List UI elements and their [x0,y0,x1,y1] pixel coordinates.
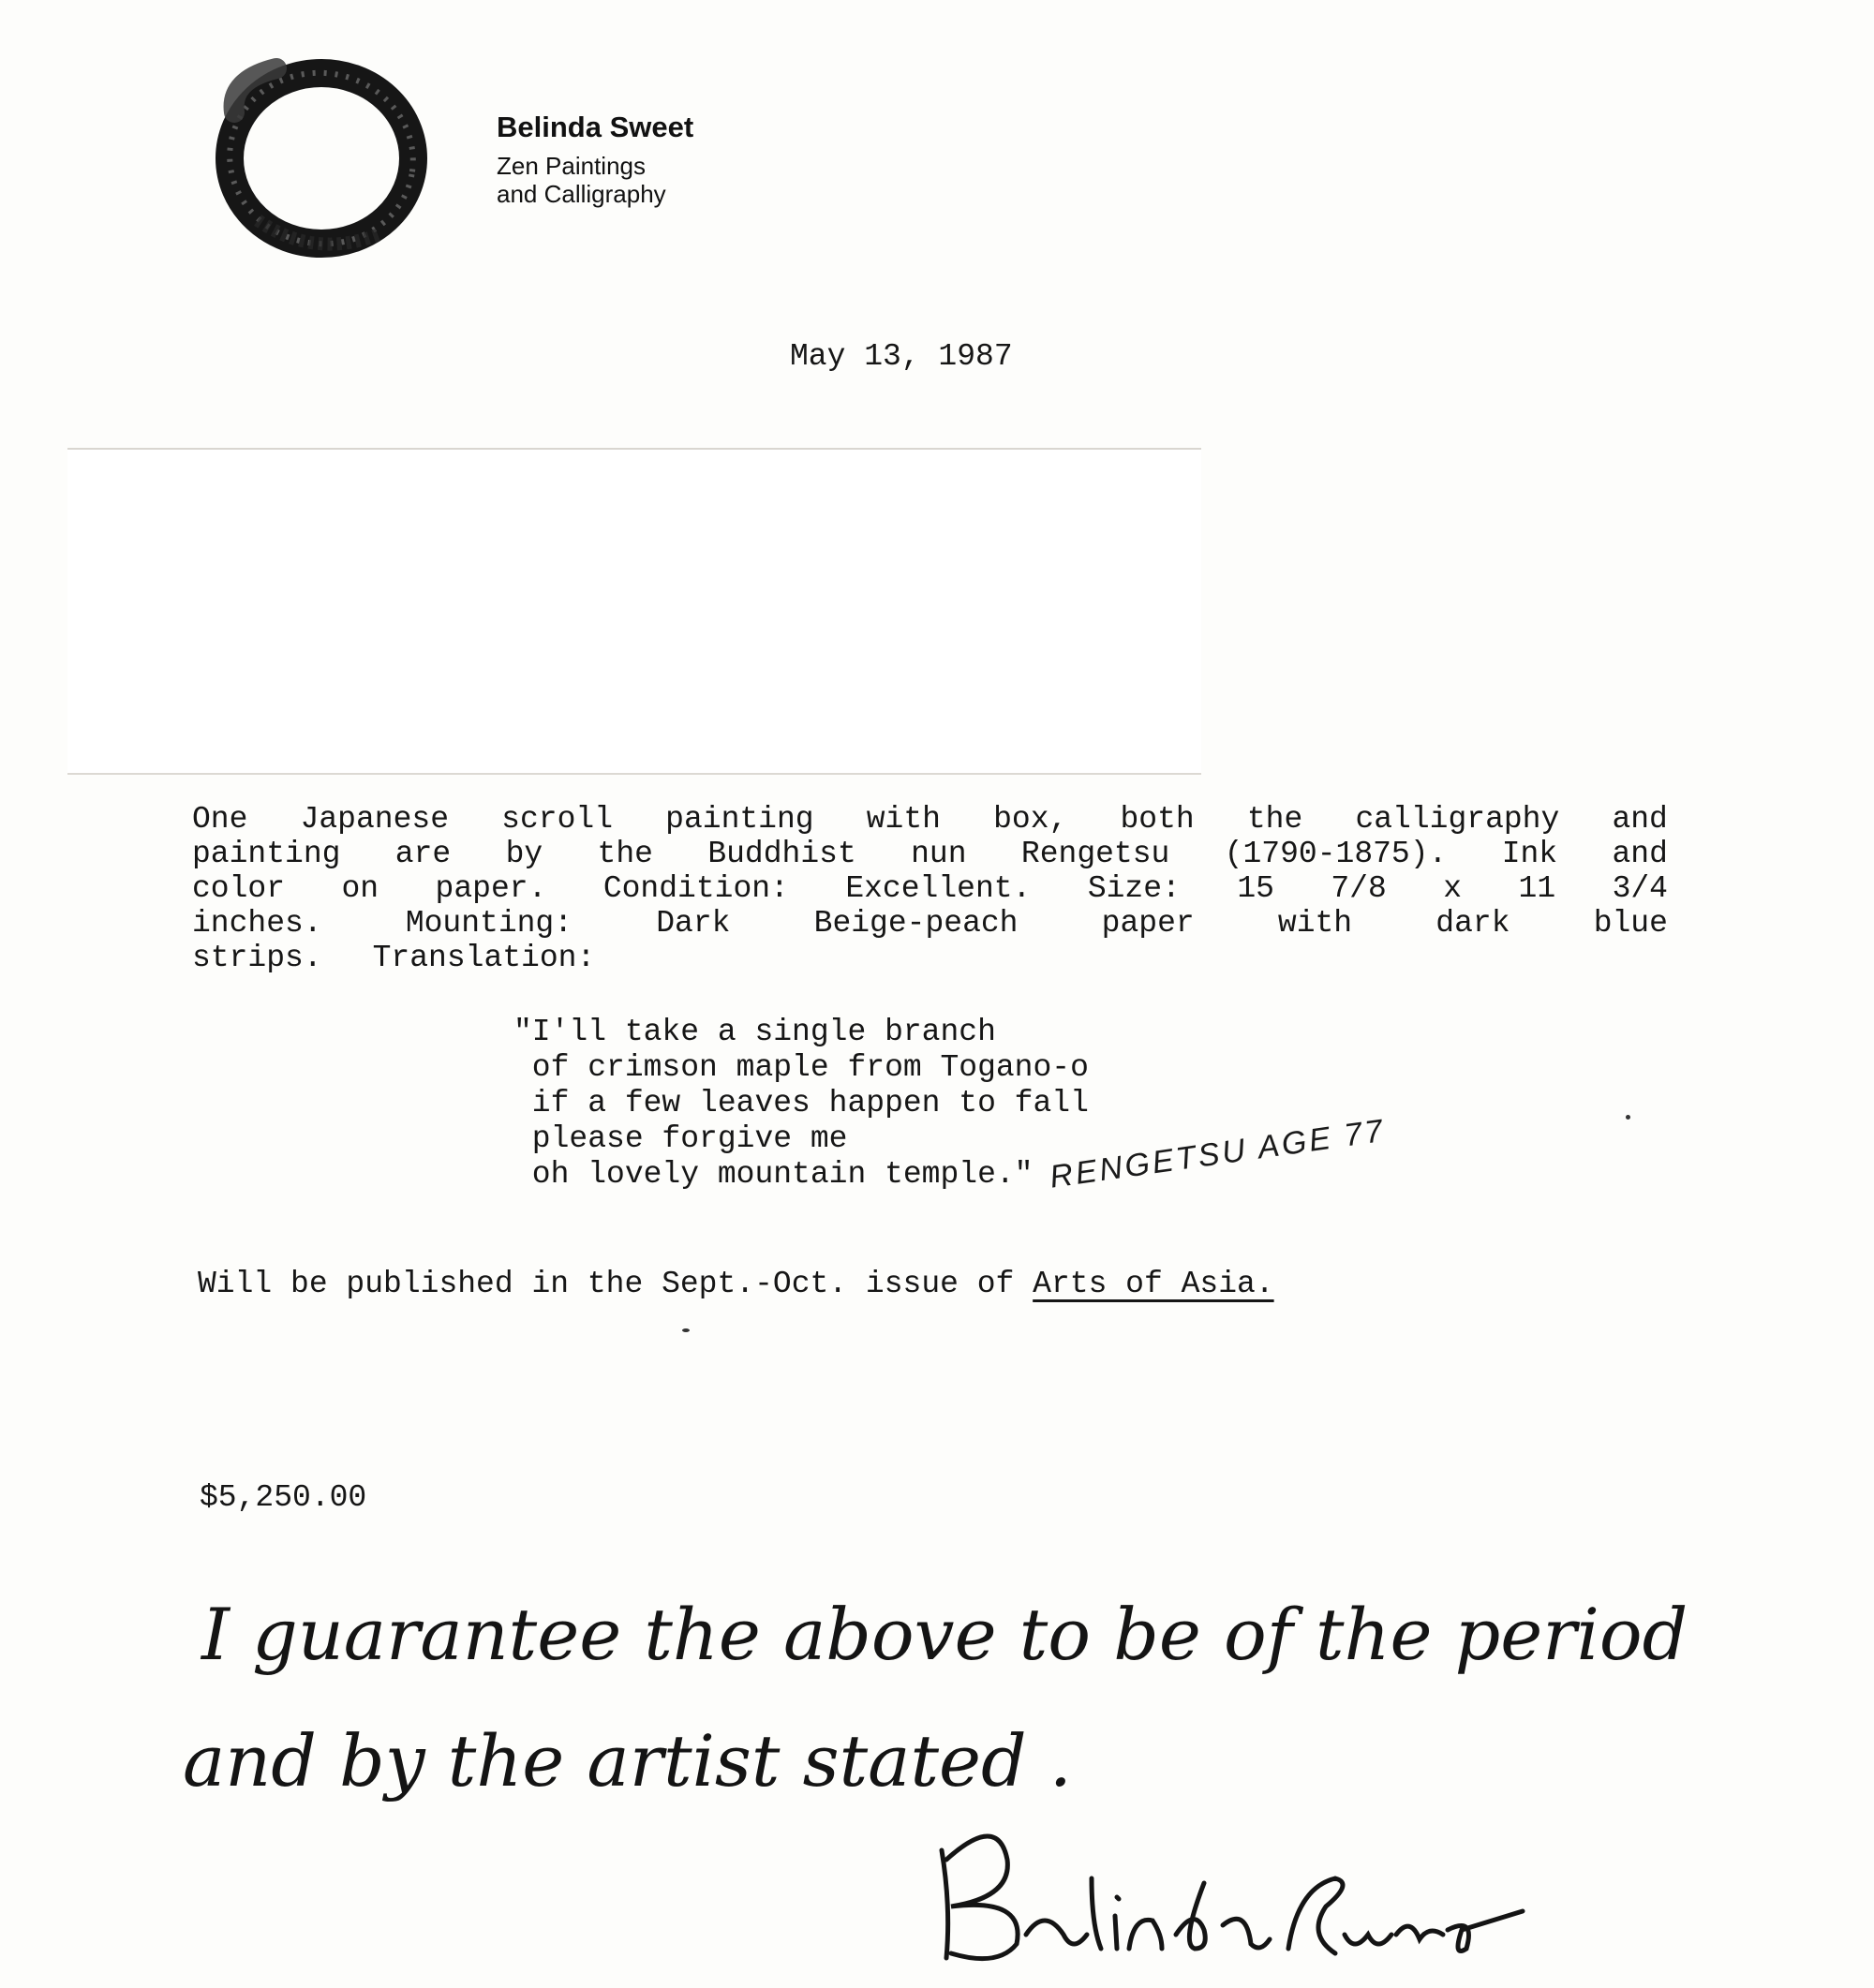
description-word: scroll [501,802,613,837]
letterhead-name: Belinda Sweet [497,111,694,143]
enso-logo-icon [201,42,440,272]
description-word: and [1612,802,1668,837]
description-word: painting [192,837,341,871]
description-line [192,837,1668,871]
description-word: the [1246,802,1303,837]
description-word: Ink [1501,837,1558,871]
description-word: 15 [1237,871,1274,906]
description-word: with [1277,906,1353,941]
description-word: painting [665,802,814,837]
description-word: and [1612,837,1668,871]
description-word: 7/8 [1331,871,1387,906]
magazine-title: Arts of Asia. [1033,1267,1274,1301]
description-word: inches. [192,906,322,941]
price: $5,250.00 [200,1480,367,1515]
description-word: Rengetsu [1020,837,1170,871]
handwritten-guarantee-line2: and by the artist stated . [183,1719,1072,1803]
publication-prefix: Will be published in the Sept.-Oct. issue of [198,1267,1034,1301]
description-word: both [1120,802,1195,837]
description-word: 3/4 [1612,871,1668,906]
description-line [192,906,1668,941]
description-word: are [394,837,452,871]
description-word: by [505,837,543,871]
description-word: strips. [192,941,322,975]
description-word: Size: [1087,871,1181,906]
description-word: Buddhist [707,837,856,871]
description-line [192,871,1668,906]
description-word: with [866,802,941,837]
description-paragraph [192,802,1668,975]
poem-line: oh lovely mountain temple." [513,1157,1034,1192]
description-line [192,941,1668,975]
ink-speck [1626,1115,1630,1120]
description-word: calligraphy [1355,802,1560,837]
poem-line: please forgive me [513,1121,848,1156]
description-word: Condition: [602,871,789,906]
ink-speck [682,1328,690,1332]
description-word: One [192,802,248,837]
description-word: Excellent. [845,871,1032,906]
description-word: on [341,871,379,906]
handwritten-annotation: RENGETSU AGE 77 [1048,1112,1388,1195]
description-word: the [597,837,653,871]
redacted-address-block [67,448,1201,775]
description-word: dark [1435,906,1510,941]
signature [923,1794,1532,1972]
letter-date: May 13, 1987 [790,339,1013,374]
poem-line: "I'll take a single branch [513,1015,996,1049]
description-word: Mounting: [405,906,573,941]
description-word: nun [911,837,967,871]
letterhead-subtitle-line2: and Calligraphy [497,180,666,208]
description-word: Dark [656,906,731,941]
poem-line: if a few leaves happen to fall [513,1086,1089,1120]
description-word: (1790-1875). [1224,837,1448,871]
description-word: color [192,871,286,906]
description-word: paper. [435,871,547,906]
description-word: 11 [1518,871,1556,906]
description-word: x [1443,871,1463,906]
description-word: blue [1593,906,1668,941]
handwritten-guarantee-line1: I guarantee the above to be of the period [201,1593,1688,1676]
poem-line: of crimson maple from Togano-o [513,1050,1089,1085]
publication-note [198,1267,1274,1301]
description-word: box, [993,802,1068,837]
description-word: Translation: [372,941,596,975]
description-word: Beige-peach [813,906,1019,941]
description-line [192,802,1668,837]
description-word: Japanese [300,802,450,837]
letterhead-subtitle-line1: Zen Paintings [497,152,646,180]
description-word: paper [1101,906,1195,941]
